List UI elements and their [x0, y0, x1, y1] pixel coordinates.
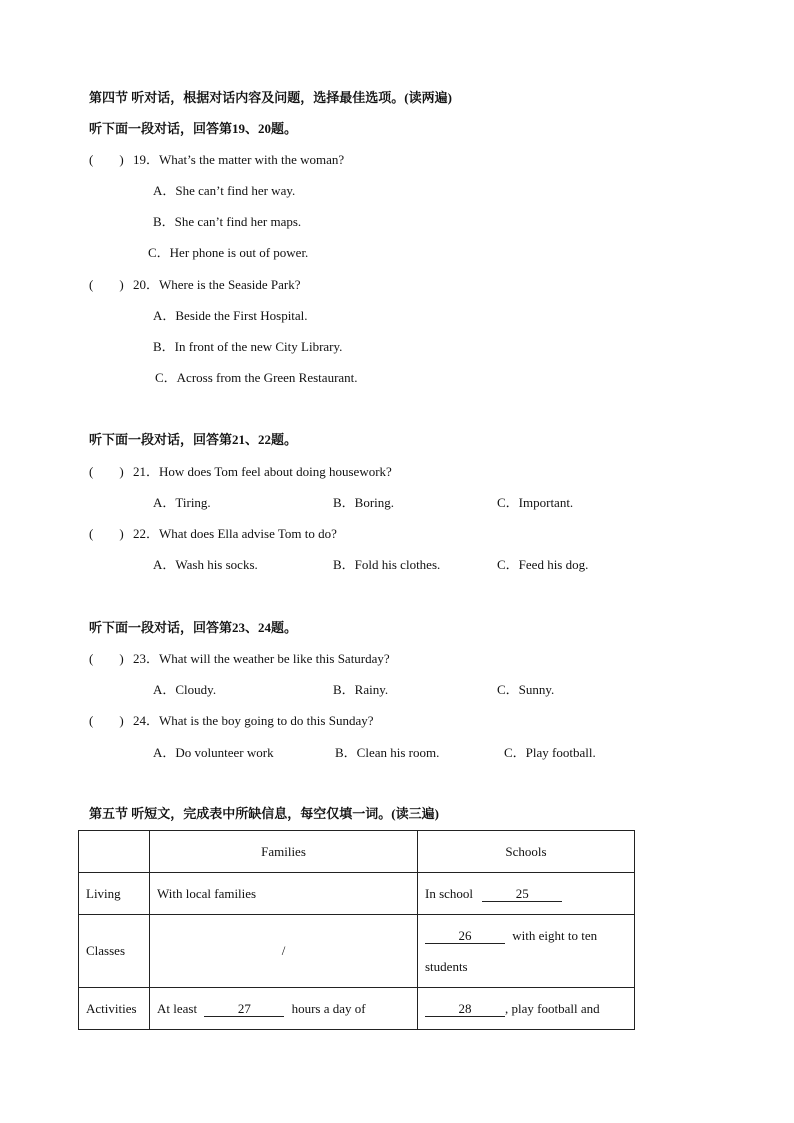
option-20c: C．Across from the Green Restaurant. [155, 370, 358, 385]
question-20-text: 20．Where is the Seaside Park? [133, 277, 301, 292]
option-21b: B．Boring. [333, 495, 395, 510]
classes-schools-text: with eight to ten [512, 928, 598, 943]
option-19c: C．Her phone is out of power. [148, 245, 309, 260]
question-19 [89, 152, 344, 168]
option-24b: B．Clean his room. [335, 745, 440, 760]
classes-families: / [150, 915, 418, 988]
option-22b: B．Fold his clothes. [333, 557, 441, 572]
answer-paren-22[interactable]: ( ) [89, 526, 124, 541]
living-families: With local families [150, 873, 418, 915]
row-label-classes: Classes [79, 915, 150, 988]
section5-title: 第五节 听短文，完成表中所缺信息，每空仅填一词。(读三遍) [89, 806, 439, 821]
group3-instruction: 听下面一段对话，回答第23、24题。 [89, 620, 298, 635]
option-21c: C．Important. [497, 495, 574, 510]
section4-title: 第四节 听对话，根据对话内容及问题，选择最佳选项。(读两遍) [89, 90, 452, 105]
question-22-text: 22．What does Ella advise Tom to do? [133, 526, 337, 541]
table-row-living [79, 873, 635, 915]
question-23-text: 23．What will the weather be like this Saturday? [133, 651, 390, 666]
option-20b: B．In front of the new City Library. [153, 339, 343, 354]
answer-paren-21[interactable]: ( ) [89, 464, 124, 479]
living-schools [418, 873, 635, 915]
activities-families-post: hours a day of [291, 1000, 366, 1016]
answer-paren-19[interactable]: ( ) [89, 152, 124, 167]
classes-schools-line2: students [425, 959, 468, 974]
question-24-text: 24．What is the boy going to do this Sunday? [133, 713, 374, 728]
option-19b: B．She can’t find her maps. [153, 214, 302, 229]
question-21-text: 21．How does Tom feel about doing housework? [133, 464, 392, 479]
question-24 [89, 713, 373, 729]
question-20 [89, 277, 301, 293]
option-21a: A．Tiring. [153, 495, 211, 510]
question-23 [89, 651, 390, 667]
blank-25[interactable]: 25 [482, 887, 562, 902]
group1-instruction: 听下面一段对话，回答第19、20题。 [89, 121, 298, 136]
blank-28[interactable]: 28 [425, 1002, 505, 1017]
table-header-row [79, 831, 635, 873]
classes-schools [418, 915, 635, 988]
option-23b: B．Rainy. [333, 682, 389, 697]
activities-families-pre: At least [157, 1000, 198, 1016]
header-families: Families [150, 831, 418, 873]
header-schools: Schools [418, 831, 635, 873]
table-row-classes [79, 915, 635, 988]
option-22a: A．Wash his socks. [153, 557, 258, 572]
row-label-living: Living [79, 873, 150, 915]
blank-26[interactable]: 26 [425, 929, 505, 944]
option-22c: C．Feed his dog. [497, 557, 589, 572]
question-21 [89, 464, 392, 480]
question-19-text: 19．What’s the matter with the woman? [133, 152, 345, 167]
option-19a: A．She can’t find her way. [153, 183, 296, 198]
option-23a: A．Cloudy. [153, 682, 217, 697]
option-20a: A．Beside the First Hospital. [153, 308, 308, 323]
option-24a: A．Do volunteer work [153, 745, 274, 760]
answer-paren-24[interactable]: ( ) [89, 713, 124, 728]
blank-27[interactable]: 27 [204, 1002, 284, 1017]
answer-paren-23[interactable]: ( ) [89, 651, 124, 666]
activities-schools-post: , play football and [505, 1000, 600, 1016]
answer-paren-20[interactable]: ( ) [89, 277, 124, 292]
row-label-activities: Activities [79, 988, 150, 1030]
activities-schools [418, 988, 635, 1030]
option-24c: C．Play football. [504, 745, 596, 760]
option-23c: C．Sunny. [497, 682, 555, 697]
info-table [78, 830, 635, 1030]
header-empty-cell [79, 831, 150, 873]
living-schools-text: In school [425, 885, 474, 901]
activities-families [150, 988, 418, 1030]
question-22 [89, 526, 337, 542]
table-row-activities [79, 988, 635, 1030]
group2-instruction: 听下面一段对话，回答第21、22题。 [89, 432, 298, 447]
